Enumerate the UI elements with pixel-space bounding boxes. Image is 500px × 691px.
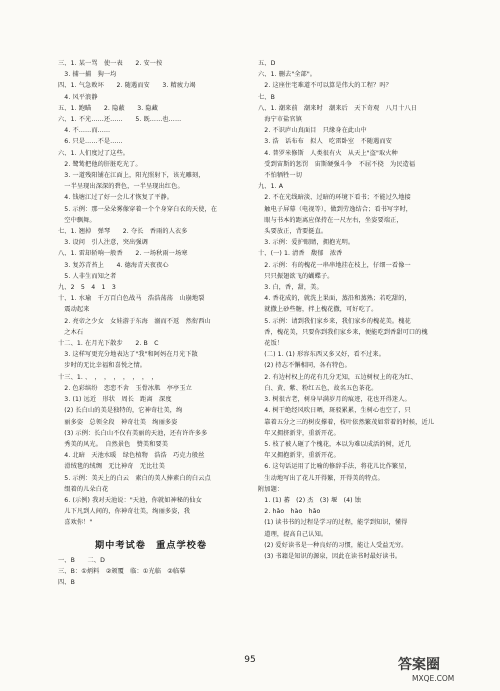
right-answer-line: 头要放正，背要挺直。 bbox=[258, 228, 328, 236]
right-answer-line: 靠着五分之三的树皮撑着，枝叶依然繁茂如常着的时候，近儿 bbox=[258, 418, 435, 426]
left-answer-line: 5. 示例：美天上的白云 素白的美人捧素白的白云点 bbox=[58, 474, 211, 482]
left-answer-line: 十、1. 水瑜 千万百白色战马 浩浩荡荡 山崩地裂 bbox=[58, 295, 205, 303]
left-answer-line: 五、1. 跑瞄 2. 隐蔽 3. 隐藏 bbox=[58, 104, 158, 112]
left-answer-line: 滑绒毯的绒绸 无比神奇 无比壮美 bbox=[58, 463, 165, 471]
left-answer-line: 4. 钱塘江过了好一会儿才恢复了平静。 bbox=[58, 194, 174, 202]
left-answer-line: 步时的无比幸福和喜悦之情。 bbox=[58, 362, 147, 370]
left-answer-line: 之木石 bbox=[58, 328, 84, 336]
left-answer-line: 5. 示例：那一朵朵雾像穿着一个个身穿白衣的天使，在 bbox=[58, 205, 218, 213]
right-answer-line: 2. 不识庐山真面目 只缘身在此山中 bbox=[258, 127, 367, 135]
right-answer-line: 6. 这句话运用了比喻的修辞手法，将花儿比作繁星， bbox=[258, 463, 411, 471]
left-answer-line: 丽多姿 总领全段 神奇壮美 绚丽多姿 bbox=[58, 418, 178, 426]
left-answer-lines bbox=[58, 58, 244, 529]
left-answer-line: 2. 鹭鸶把他的肝脏吃光了。 bbox=[58, 160, 142, 168]
watermark-logo bbox=[392, 653, 492, 685]
right-answer-line: 5. 示例：请到我们家乡来，我们家乡的槐花美。槐花 bbox=[258, 317, 411, 325]
watermark-text: 答案圈 bbox=[398, 657, 440, 673]
right-answer-line: 4. 树干绝经风吹日晒，斑驳累累，生树心也空了，只 bbox=[258, 407, 411, 415]
section-title: 期中考试卷 重点学校卷 bbox=[94, 539, 208, 551]
left-answer-line: 4. 风平浪静 bbox=[58, 93, 98, 101]
left-after-line: 四、B bbox=[58, 578, 75, 586]
watermark-url: MXQE.COM bbox=[412, 674, 455, 683]
right-answer-lines bbox=[258, 58, 450, 562]
left-answer-line: 5. 人非生而知之者 bbox=[58, 272, 117, 280]
left-answer-line: 3. 设问 引人注意，突出强调 bbox=[58, 239, 148, 247]
left-answer-line: 六、1. 不光……还…… 5. 既……也…… bbox=[58, 116, 182, 124]
left-answer-line: 秀美的风光。 自然景色 赞美和要美 bbox=[58, 440, 169, 448]
left-answer-line: 空中飘舞。 bbox=[58, 216, 96, 224]
left-answer-line: 3. 复苏青苔上 4. 德海青天夜夜心 bbox=[58, 261, 169, 269]
right-answer-line: 眼与书本的距离应保持在一尺左右，坐姿要端正， bbox=[258, 216, 403, 224]
right-answer-line: 八、1. 潮来前 潮来时 潮来后 天下奇观 八月十八日 bbox=[258, 104, 418, 112]
right-answer-line: 4. 普罗米修斯 人类很有火 从天上"盗"取火种 bbox=[258, 149, 398, 157]
right-answer-line: 5. 枝了被人砸了个槐花，本以为难以成活的树，近几 bbox=[258, 440, 411, 448]
right-answer-line: 白、黄、紫、粉红五色，故名五色茶花。 bbox=[258, 384, 378, 392]
left-answer-line: 七、1. 翘掉 弹琴 2. 夺长 香雨的人衣多 bbox=[58, 228, 188, 236]
left-answer-line: 四、1. 气急败坏 2. 随遇而安 3. 精疲力竭 bbox=[58, 82, 196, 90]
left-answer-line: (3) 示例：长白山不仅有美丽的天池，还有许许多多 bbox=[58, 429, 208, 437]
left-answer-line: 4. 不……而…… bbox=[58, 127, 111, 135]
left-answer-line: 十二、1. 在月光下散步 2. B C bbox=[58, 340, 159, 348]
right-answer-line: 花饭！ bbox=[258, 340, 284, 348]
left-answer-line: 2. 色彩缤纷 恋恋不舍 玉骨冰肌 亭亭玉立 bbox=[58, 384, 192, 392]
left-after-title-lines bbox=[58, 555, 244, 589]
right-answer-line: 就撒上砂些糖，拌上槐花撒，可好吃了。 bbox=[258, 306, 378, 314]
right-answer-line: 3. 树很古老，树身早满岁月的痕迹，花也开得迷人。 bbox=[258, 396, 411, 404]
right-answer-line: (2) 持志不懈相同，各有特色。 bbox=[258, 362, 351, 370]
right-answer-line: (1) 读书书的过程是学习的过程，能学到知识，懂得 bbox=[258, 519, 408, 527]
right-answer-line: 十、(一) 1. 清香 馥郁 浓香 bbox=[258, 250, 343, 258]
right-answer-line: 2. hǎo hào hǎo bbox=[258, 508, 321, 516]
right-answer-line: 年又拥抱新芽，重新开花。 bbox=[258, 452, 340, 460]
left-answer-line: (2) 长白山的美是独特的，它神奇壮美，绚 bbox=[58, 407, 183, 415]
left-column bbox=[58, 58, 244, 588]
right-answer-line: 4. 香花成的，就洗上果面，蒸沿和蒸熟；若吃甜的， bbox=[258, 295, 411, 303]
right-answer-line: 九、1. A bbox=[258, 183, 284, 191]
right-answer-line: 年又拥挤新芽，重新开花。 bbox=[258, 429, 340, 437]
right-answer-line: (3) 书籍是知识的源泉，因此在读书时最好读书。 bbox=[258, 552, 402, 560]
right-answer-line: 受到宙斯的惩罚 宙斯硬强斗争 不屈不挠 为民造福 bbox=[258, 160, 416, 168]
left-answer-line: 2. 亮帝之少女 女娃游于东海 溺而不返 然衔西山 bbox=[58, 317, 211, 325]
right-answer-line: 3. 示例：爱护眼睛，拥抱光明。 bbox=[258, 239, 355, 247]
left-answer-line: 3. (1) 远近 形状 周长 距离 深度 bbox=[58, 396, 172, 404]
right-answer-line: 五、D bbox=[258, 60, 276, 67]
left-answer-line: 6. (示例) 我对天池说："天池，你就如神秘的仙女 bbox=[58, 496, 202, 504]
right-answer-line: 2. 示例：有的槐花一串串地挂在枝上，仔细一看像一 bbox=[258, 261, 411, 269]
right-answer-line: 六、1. 删去"全部"。 bbox=[258, 71, 317, 79]
right-answer-line: 只只振翅欲飞的蝴蝶子。 bbox=[258, 272, 334, 280]
left-answer-line: 六、1. 人们度过了这些。 bbox=[58, 149, 130, 157]
right-answer-line: 3. 白，香，甜，美。 bbox=[258, 284, 323, 292]
left-answer-line: 3. 捕一捕 狗一均 bbox=[58, 71, 117, 79]
right-answer-line: 海宁市盐官镇 bbox=[258, 116, 303, 124]
left-answer-line: 3. 一道残阳铺在江面上，阳光照射下，该光雕刻， bbox=[58, 172, 205, 180]
right-answer-line: (二) 1. (1) 形容东西又多又好，看不过来。 bbox=[258, 351, 385, 359]
right-answer-line: 道理，提高自己认知。 bbox=[258, 530, 328, 538]
right-answer-line: 2. 这座住宅难道不可以算是伟大的工程？吗？ bbox=[258, 82, 392, 90]
right-answer-line: 七、B bbox=[258, 93, 275, 101]
right-answer-line: 不怕牺牲一切 bbox=[258, 172, 303, 180]
left-answer-line: 3. 这样写更充分地表达了"我"和阿妈在月光下散 bbox=[58, 351, 198, 359]
right-answer-line: 1. (1) 蕃 (2) 杰 (3) 堰 (4) 蚀 bbox=[258, 496, 361, 504]
watermark-icon bbox=[392, 653, 492, 685]
left-answer-line: 震动起来 bbox=[58, 306, 90, 314]
right-answer-line: 触电子屏幕（电视等），做到劳逸结合；看书写字时， bbox=[258, 205, 413, 213]
left-answer-line: 4. 北暗 天池水暖 绿色植物 浩浩 巧克力般丝 bbox=[58, 452, 205, 460]
left-answer-line: 儿下凡到人间的，你神奇壮美，绚丽多姿，我 bbox=[58, 508, 191, 516]
right-answer-line: 生动地写出了花儿开得繁，开得美的特点。 bbox=[258, 474, 384, 482]
right-answer-line: (2) 爱好读书是一种良好的习惯，能让人受益无穷。 bbox=[258, 541, 408, 549]
right-answer-line: 附加题： bbox=[258, 485, 284, 493]
left-after-line: 三、B：①炳料 ②颁覆 临：①光临 ②临摹 bbox=[58, 567, 186, 575]
page-number: 95 bbox=[244, 655, 256, 665]
right-answer-line: 2. 不在光线暗淡、过暗的环境下看书；不能过久地接 bbox=[258, 194, 411, 202]
left-answer-line: 十三、1. 、 ， ， ， ， ， ， ， bbox=[58, 373, 158, 381]
left-answer-line: 一半呈现出深深的碧色，一半呈现出红色。 bbox=[58, 183, 184, 191]
left-answer-line: 八、1. 雷却轿响一般香 2. 一场秋雨一场寒 bbox=[58, 250, 188, 258]
left-answer-line: 九、2 5 4 1 3 bbox=[58, 284, 116, 292]
left-answer-line: 喜欢你！" bbox=[58, 519, 93, 527]
left-answer-line: 6. 只是……不是…… bbox=[58, 138, 123, 146]
right-column bbox=[258, 58, 450, 562]
right-answer-line: 香，槐花美，只要你到我们家乡来，便能吃到香甜可口的槐 bbox=[258, 328, 428, 336]
left-answer-line: 缀着的儿朵白花 bbox=[58, 485, 109, 493]
left-after-line: 一、B 二、D bbox=[58, 556, 105, 564]
right-answer-line: 2. 有边村权上的花有几分无知，五边树杈上的花为红、 bbox=[258, 373, 418, 381]
left-answer-line: 三、1. 某一骂 使一表 2. 安一按 bbox=[58, 60, 163, 67]
right-answer-line: 3. 浩 话布布 拟人 吃雷卧室 不随遇而安 bbox=[258, 138, 392, 146]
